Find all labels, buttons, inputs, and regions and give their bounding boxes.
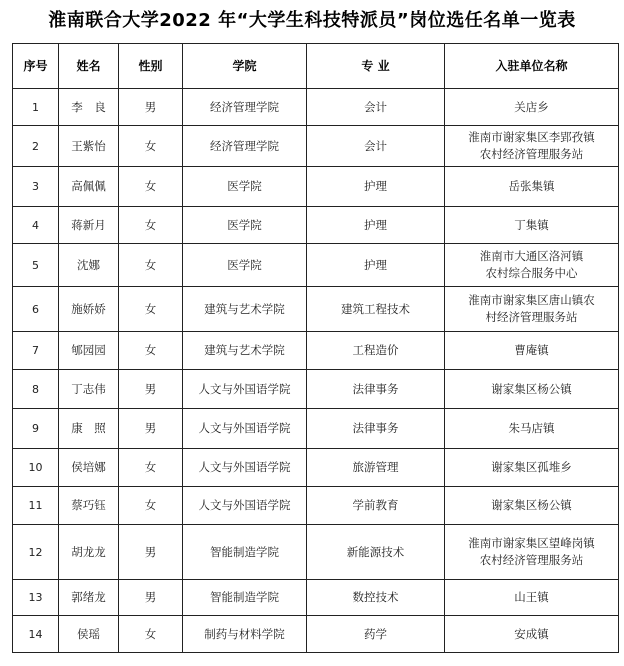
cell-major: 工程造价 xyxy=(307,332,445,370)
header-no: 序号 xyxy=(13,44,59,89)
cell-unit xyxy=(445,487,619,525)
table-row xyxy=(13,126,619,167)
cell-gender: 女 xyxy=(119,332,183,370)
cell-major: 药学 xyxy=(307,616,445,653)
cell-no: 5 xyxy=(13,244,59,287)
cell-no: 6 xyxy=(13,287,59,332)
unit-line: 关店乡 xyxy=(514,99,549,114)
cell-college: 人文与外国语学院 xyxy=(183,370,307,409)
cell-no: 2 xyxy=(13,126,59,167)
cell-name: 蔡巧钰 xyxy=(59,487,119,525)
cell-college: 医学院 xyxy=(183,207,307,244)
header-major: 专 业 xyxy=(307,44,445,89)
cell-name: 沈娜 xyxy=(59,244,119,287)
cell-college: 医学院 xyxy=(183,244,307,287)
cell-major: 护理 xyxy=(307,207,445,244)
table-header-row xyxy=(13,44,619,89)
cell-gender: 女 xyxy=(119,449,183,487)
cell-major: 建筑工程技术 xyxy=(307,287,445,332)
cell-college: 建筑与艺术学院 xyxy=(183,332,307,370)
cell-no: 11 xyxy=(13,487,59,525)
unit-line: 谢家集区杨公镇 xyxy=(491,381,572,396)
unit-line: 村经济管理服务站 xyxy=(485,310,578,324)
cell-no: 13 xyxy=(13,580,59,616)
cell-major: 旅游管理 xyxy=(307,449,445,487)
cell-major: 法律事务 xyxy=(307,409,445,449)
unit-line: 谢家集区孤堆乡 xyxy=(491,460,572,474)
table-row xyxy=(13,207,619,244)
document-title: 淮南联合大学2022 年“大学生科技特派员”岗位选任名单一览表 xyxy=(48,10,576,31)
cell-unit xyxy=(445,449,619,487)
table-row xyxy=(13,487,619,525)
unit-line: 淮南市谢家集区李郢孜镇 xyxy=(468,130,595,144)
cell-gender: 女 xyxy=(119,487,183,525)
cell-no: 3 xyxy=(13,167,59,207)
table-row xyxy=(13,370,619,409)
header-name: 姓名 xyxy=(59,44,119,89)
cell-unit xyxy=(445,616,619,653)
cell-name: 丁志伟 xyxy=(59,370,119,409)
cell-unit xyxy=(445,207,619,244)
table-row xyxy=(13,449,619,487)
unit-line: 山王镇 xyxy=(514,590,549,604)
cell-major: 护理 xyxy=(307,244,445,287)
cell-gender: 男 xyxy=(119,525,183,580)
cell-name: 高佩佩 xyxy=(59,167,119,207)
cell-gender: 女 xyxy=(119,126,183,167)
cell-college: 智能制造学院 xyxy=(183,525,307,580)
unit-line: 淮南市谢家集区唐山镇农 xyxy=(468,293,595,307)
cell-college: 经济管理学院 xyxy=(183,126,307,167)
cell-gender: 女 xyxy=(119,244,183,287)
cell-name: 康 照 xyxy=(59,409,119,449)
unit-line: 谢家集区杨公镇 xyxy=(491,498,572,512)
cell-college: 建筑与艺术学院 xyxy=(183,287,307,332)
unit-line: 安成镇 xyxy=(514,626,549,641)
unit-line: 农村经济管理服务站 xyxy=(479,553,584,567)
table-row xyxy=(13,244,619,287)
table-row xyxy=(13,580,619,616)
cell-college: 人文与外国语学院 xyxy=(183,409,307,449)
cell-name: 施娇娇 xyxy=(59,287,119,332)
table-row xyxy=(13,89,619,126)
cell-college: 制药与材料学院 xyxy=(183,616,307,653)
cell-name: 郇园园 xyxy=(59,332,119,370)
header-gender: 性别 xyxy=(119,44,183,89)
cell-no: 12 xyxy=(13,525,59,580)
cell-unit xyxy=(445,126,619,167)
table-row xyxy=(13,616,619,653)
cell-unit xyxy=(445,525,619,580)
cell-no: 9 xyxy=(13,409,59,449)
selection-table xyxy=(12,43,619,653)
header-unit: 入驻单位名称 xyxy=(445,44,619,89)
cell-college: 医学院 xyxy=(183,167,307,207)
cell-college: 人文与外国语学院 xyxy=(183,449,307,487)
header-college: 学院 xyxy=(183,44,307,89)
table-row xyxy=(13,409,619,449)
cell-name: 王紫怡 xyxy=(59,126,119,167)
unit-line: 淮南市大通区洛河镇 xyxy=(479,249,584,263)
unit-line: 岳张集镇 xyxy=(508,179,555,193)
cell-gender: 男 xyxy=(119,580,183,616)
cell-unit xyxy=(445,370,619,409)
cell-no: 1 xyxy=(13,89,59,126)
table-row xyxy=(13,287,619,332)
cell-unit xyxy=(445,244,619,287)
cell-gender: 男 xyxy=(119,89,183,126)
cell-name: 侯瑶 xyxy=(59,616,119,653)
unit-line: 曹庵镇 xyxy=(514,343,549,357)
cell-major: 护理 xyxy=(307,167,445,207)
table-row xyxy=(13,525,619,580)
cell-name: 蒋新月 xyxy=(59,207,119,244)
cell-gender: 女 xyxy=(119,616,183,653)
unit-line: 农村经济管理服务站 xyxy=(479,147,584,161)
table-body xyxy=(13,89,619,653)
unit-line: 淮南市谢家集区望峰岗镇 xyxy=(468,536,595,550)
cell-gender: 男 xyxy=(119,409,183,449)
cell-college: 经济管理学院 xyxy=(183,89,307,126)
unit-line: 农村综合服务中心 xyxy=(485,266,578,280)
cell-college: 人文与外国语学院 xyxy=(183,487,307,525)
cell-name: 侯培娜 xyxy=(59,449,119,487)
cell-major: 学前教育 xyxy=(307,487,445,525)
cell-unit xyxy=(445,167,619,207)
cell-unit xyxy=(445,89,619,126)
cell-unit xyxy=(445,287,619,332)
cell-major: 会计 xyxy=(307,126,445,167)
table-row xyxy=(13,167,619,207)
cell-gender: 女 xyxy=(119,287,183,332)
cell-unit xyxy=(445,409,619,449)
cell-unit xyxy=(445,580,619,616)
cell-gender: 男 xyxy=(119,370,183,409)
cell-major: 新能源技术 xyxy=(307,525,445,580)
cell-gender: 女 xyxy=(119,207,183,244)
table-row xyxy=(13,332,619,370)
unit-line: 朱马店镇 xyxy=(508,421,555,435)
cell-unit xyxy=(445,332,619,370)
unit-line: 丁集镇 xyxy=(514,217,549,232)
cell-major: 法律事务 xyxy=(307,370,445,409)
cell-major: 数控技术 xyxy=(307,580,445,616)
cell-no: 4 xyxy=(13,207,59,244)
cell-no: 10 xyxy=(13,449,59,487)
cell-name: 李 良 xyxy=(59,89,119,126)
cell-name: 郭绪龙 xyxy=(59,580,119,616)
cell-major: 会计 xyxy=(307,89,445,126)
cell-gender: 女 xyxy=(119,167,183,207)
cell-no: 14 xyxy=(13,616,59,653)
cell-no: 7 xyxy=(13,332,59,370)
cell-no: 8 xyxy=(13,370,59,409)
cell-name: 胡龙龙 xyxy=(59,525,119,580)
cell-college: 智能制造学院 xyxy=(183,580,307,616)
